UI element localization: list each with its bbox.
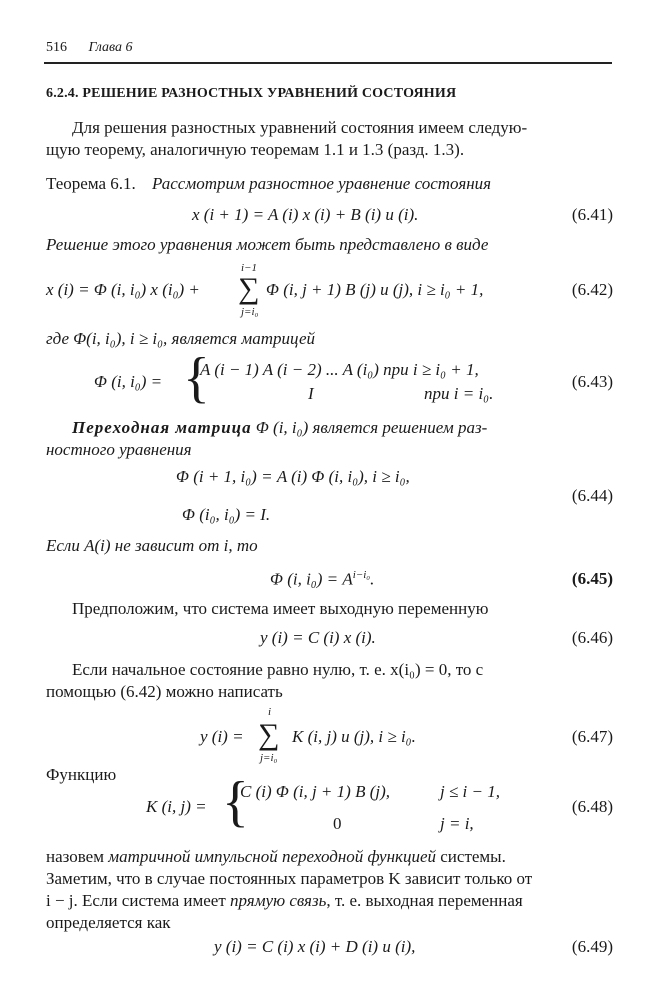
theorem-label: Теорема 6.1. bbox=[46, 174, 136, 193]
initial-line-2: помощью (6.42) можно написать bbox=[46, 682, 283, 701]
transition-term: Переходная матрица bbox=[72, 418, 252, 437]
equation-number-6-46: (6.46) bbox=[571, 628, 613, 647]
equation-6-42-lhs: x (i) = Φ (i, i₀) x (i₀) + bbox=[46, 280, 200, 299]
solution-text: Решение этого уравнения может быть представлено в виде bbox=[46, 235, 489, 254]
final-line-1-a: назовем bbox=[46, 847, 109, 866]
equation-6-48-case-1-value: C (i) Φ (i, j + 1) B (j), bbox=[240, 782, 390, 801]
equation-6-45-base: Φ (i, i₀) = A bbox=[270, 569, 353, 589]
equation-6-43-lhs: Φ (i, i₀) = bbox=[94, 372, 163, 391]
equation-6-43-case-2-condition: при i = i₀. bbox=[424, 384, 494, 403]
equation-6-43-case-2-value: I bbox=[308, 384, 314, 403]
if-text: Если A(i) не зависит от i, то bbox=[46, 536, 258, 555]
equation-6-42-rhs: Φ (i, j + 1) B (j) u (j), i ≥ i₀ + 1, bbox=[266, 280, 484, 299]
equation-number-6-44: (6.44) bbox=[571, 486, 613, 505]
sum-lower-limit-6-42: j=i₀ bbox=[241, 306, 259, 318]
initial-line-1: Если начальное состояние равно нулю, т. е. x(i₀) = 0, то с bbox=[72, 660, 484, 679]
equation-number-6-47: (6.47) bbox=[571, 727, 613, 746]
equation-6-48-case-2-value: 0 bbox=[333, 814, 342, 833]
function-text: Функцию bbox=[46, 765, 117, 784]
final-line-1-c: системы. bbox=[436, 847, 506, 866]
transition-rest: Φ (i, i₀) является решением раз- bbox=[251, 418, 488, 437]
equation-6-44-line-1: Φ (i + 1, i₀) = A (i) Φ (i, i₀), i ≥ i₀, bbox=[176, 467, 410, 486]
transition-line-1 bbox=[72, 417, 487, 439]
intro-line-1: Для решения разностных уравнений состояния имеем следую- bbox=[72, 118, 528, 137]
equation-number-6-41: (6.41) bbox=[571, 205, 613, 224]
final-line-3 bbox=[46, 890, 523, 912]
left-brace-6-48: { bbox=[222, 771, 249, 833]
final-line-4: определяется как bbox=[46, 913, 171, 932]
sum-symbol-6-42: ∑ bbox=[238, 272, 260, 305]
equation-6-49: y (i) = C (i) x (i) + D (i) u (i), bbox=[214, 937, 416, 956]
sum-upper-limit-6-47: i bbox=[268, 706, 272, 718]
assume-text: Предположим, что система имеет выходную переменную bbox=[72, 599, 489, 618]
equation-6-46: y (i) = C (i) x (i). bbox=[260, 628, 376, 647]
header-rule bbox=[44, 62, 612, 64]
equation-number-6-45: (6.45) bbox=[571, 569, 613, 588]
equation-number-6-43: (6.43) bbox=[571, 372, 613, 391]
equation-number-6-42: (6.42) bbox=[571, 280, 613, 299]
final-line-2: Заметим, что в случае постоянных параметров K зависит только от bbox=[46, 869, 533, 888]
equation-6-43-case-1: A (i − 1) A (i − 2) ... A (i₀) при i ≥ i₀ + 1, bbox=[200, 360, 479, 379]
where-text: где Φ(i, i₀), i ≥ i₀, является матрицей bbox=[46, 329, 316, 348]
equation-6-48-case-1-condition: j ≤ i − 1, bbox=[440, 782, 500, 801]
equation-6-45 bbox=[270, 569, 374, 590]
equation-number-6-48: (6.48) bbox=[571, 797, 613, 816]
final-line-1 bbox=[46, 846, 506, 868]
equation-6-45-exponent: i−i₀ bbox=[352, 569, 371, 581]
final-line-3-a: i − j. Если система имеет bbox=[46, 891, 231, 910]
page-header bbox=[46, 40, 612, 56]
sum-symbol-6-47: ∑ bbox=[258, 718, 280, 751]
direct-link-term: прямую связь bbox=[230, 891, 327, 910]
sum-lower-limit-6-47: j=i₀ bbox=[260, 752, 278, 764]
theorem-text: Рассмотрим разностное уравнение состояния bbox=[152, 174, 492, 193]
equation-6-44-line-2: Φ (i₀, i₀) = I. bbox=[182, 505, 271, 524]
equation-6-41: x (i + 1) = A (i) x (i) + B (i) u (i). bbox=[192, 205, 419, 224]
section-title: 6.2.4. РЕШЕНИЕ РАЗНОСТНЫХ УРАВНЕНИЙ СОСТОЯНИЯ bbox=[46, 86, 457, 101]
page-number: 516 bbox=[46, 40, 67, 55]
theorem-line bbox=[46, 173, 491, 195]
sum-upper-limit-6-42: i−1 bbox=[241, 262, 257, 274]
equation-6-48-case-2-condition: j = i, bbox=[440, 814, 474, 833]
equation-6-47-lhs: y (i) = bbox=[200, 727, 244, 746]
left-brace-6-43: { bbox=[183, 347, 210, 409]
impulse-function-term: матричной импульсной переходной функцией bbox=[108, 847, 437, 866]
equation-6-45-tail: . bbox=[370, 569, 375, 589]
equation-6-47-rhs: K (i, j) u (j), i ≥ i₀. bbox=[292, 727, 416, 746]
equation-6-48-lhs: K (i, j) = bbox=[146, 797, 207, 816]
chapter-label: Глава 6 bbox=[88, 40, 133, 55]
transition-line-2: ностного уравнения bbox=[46, 440, 192, 459]
equation-number-6-49: (6.49) bbox=[571, 937, 613, 956]
intro-line-2: щую теорему, аналогичную теоремам 1.1 и 1.3 (разд. 1.3). bbox=[46, 140, 465, 159]
final-line-3-c: , т. е. выходная переменная bbox=[326, 891, 523, 910]
